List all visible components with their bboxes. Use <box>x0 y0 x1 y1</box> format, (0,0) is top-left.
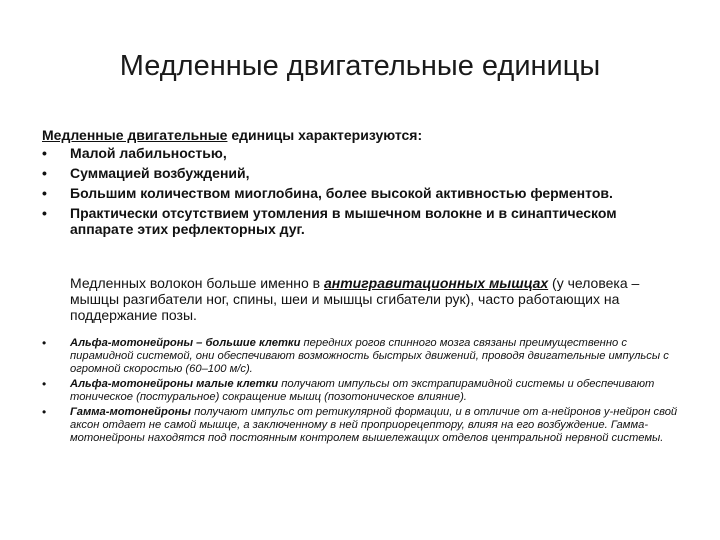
bullet-icon: • <box>42 405 47 419</box>
bullet-icon: • <box>42 377 47 391</box>
list-item <box>42 378 682 404</box>
list-item <box>42 337 682 376</box>
list-item-text: получают импульсы от экстрапирамидной системы и обеспечивают тоническое (постуральное) сокращение мышц (позотоническое влияние). <box>70 378 655 403</box>
list-item-lead: Альфа-мотонейроны малые клетки <box>70 378 279 390</box>
list-item-text: Практически отсутствием утомления в мышечном волокне и в синаптическом аппарате этих рефлекторных дуг. <box>70 205 617 237</box>
list-item <box>42 145 682 161</box>
paragraph-before: Медленных волокон больше именно в <box>70 275 324 291</box>
slow-fibers-paragraph <box>70 275 690 323</box>
list-item-text: получают импульс от ретикулярной формации, и в отличие от а-нейронов у-нейрон свой аксон отдает не самой мышце, а заключенному в ней проприорецептору, влияя на его возбуждение. Гамма-мотонейроны находятся под постоянным контролем вышележащих отделов центральной нервной системы. <box>70 406 678 444</box>
intro-line <box>42 127 682 143</box>
list-item <box>42 205 682 237</box>
bullet-icon: • <box>42 185 47 201</box>
list-item-text: Малой лабильностью, <box>70 145 227 161</box>
intro-rest: единицы характеризуются: <box>227 127 423 143</box>
list-item-text: Большим количеством миоглобина, более высокой активностью ферментов. <box>70 185 613 201</box>
intro-underlined: Медленные двигательные <box>42 127 228 143</box>
list-item-lead: Альфа-мотонейроны – большие клетки <box>70 337 301 349</box>
motoneurons-list <box>42 337 682 447</box>
bullet-icon: • <box>42 205 47 221</box>
paragraph-emphasis: антигравитационных мышцах <box>323 275 549 291</box>
bullet-icon: • <box>42 336 47 350</box>
bullet-icon: • <box>42 145 47 161</box>
list-item <box>42 406 682 445</box>
characteristics-list <box>42 145 682 241</box>
list-item <box>42 165 682 181</box>
list-item-text: передних рогов спинного мозга связаны преимущественно с пирамидной системой, они обеспечивают возможность быстрых движений, проводя двигательные импульсы с огромной скоростью (60–100 м/с). <box>70 337 669 375</box>
paragraph-after: (у человека – мышцы разгибатели ног, спины, шеи и мышцы сгибатели рук), часто работающих на поддержание позы. <box>70 275 640 323</box>
list-item-text: Суммацией возбуждений, <box>70 165 250 181</box>
list-item-lead: Гамма-мотонейроны <box>70 406 191 418</box>
slide-title: Медленные двигательные единицы <box>119 50 601 82</box>
list-item <box>42 185 682 201</box>
bullet-icon: • <box>42 165 47 181</box>
